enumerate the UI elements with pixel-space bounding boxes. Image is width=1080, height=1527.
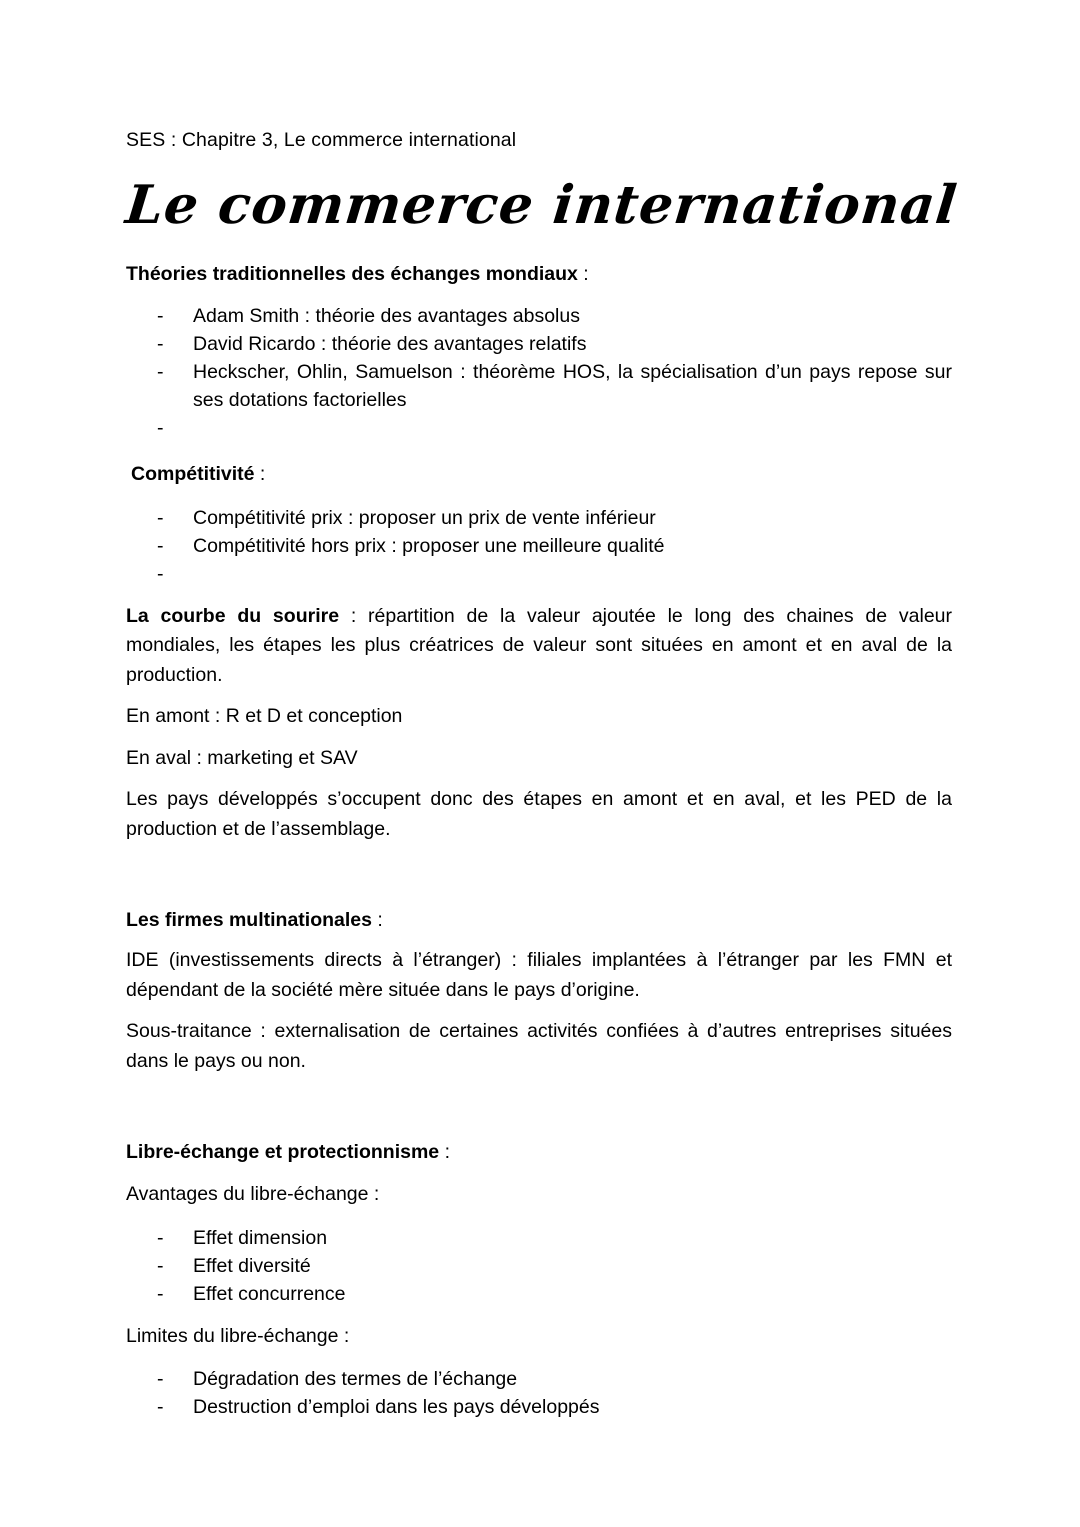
list-item: - Adam Smith : théorie des avantages absolus [126,302,952,330]
list-item: - Destruction d’emploi dans les pays développés [126,1393,952,1421]
heading-firmes-colon: : [372,909,383,932]
heading-libre-echange-text: Libre-échange et protectionnisme [126,1141,440,1164]
heading-competitivite-text: Compétitivité [131,462,255,485]
list-item: - Dégradation des termes de l’échange [126,1365,952,1393]
list-item: - Heckscher, Ohlin, Samuelson : théorème HOS, la spécialisation d’un pays repose sur ses dotations factorielles [126,358,952,414]
list-item [126,560,952,588]
label-avantages-libre-echange: Avantages du libre-échange : [126,1183,380,1206]
label-limites-libre-echange: Limites du libre-échange : [126,1324,350,1347]
definition-courbe-du-sourire: : répartition de la valeur ajoutée le long des chaines de valeur mondiales, les étapes les plus créatrices de valeur sont situées en amont et en aval de la production. [126,604,953,686]
heading-libre-echange [126,1138,952,1166]
list-item: - Effet dimension [126,1224,952,1252]
list-theories [126,302,952,442]
paragraph-en-amont: En amont : R et D et conception [126,705,403,728]
document-content [122,126,961,1421]
term-courbe-du-sourire: La courbe du sourire [126,604,340,627]
list-item: - Compétitivité prix : proposer un prix de vente inférieur [126,504,952,532]
list-limites [126,1365,952,1421]
paragraph-pays-developpes: Les pays développés s’occupent donc des étapes en amont et en aval, et les PED de la production et de l’assemblage. [126,788,952,840]
paragraph-en-aval: En aval : marketing et SAV [126,746,358,769]
list-item: - David Ricardo : théorie des avantages relatifs [126,330,952,358]
list-item: - Compétitivité hors prix : proposer une meilleure qualité [126,532,952,560]
heading-competitivite [126,460,952,488]
heading-firmes-text: Les firmes multinationales [126,909,372,932]
list-item: - Effet diversité [126,1252,952,1280]
page-title: Le commerce international [122,174,961,236]
paragraph-courbe-du-sourire [126,602,952,691]
list-item [126,414,952,442]
heading-libre-echange-colon: : [439,1141,450,1164]
heading-theories-traditionnelles [126,260,952,288]
heading-competitivite-colon: : [254,462,266,485]
heading-firmes-multinationales [126,906,952,934]
list-competitivite [126,504,952,588]
list-avantages [126,1224,952,1308]
paragraph-sous-traitance: Sous-traitance : externalisation de certaines activités confiées à d’autres entreprises situées dans le pays ou non. [126,1020,952,1072]
heading-theories-colon: : [577,262,589,285]
document-header-line: SES : Chapitre 3, Le commerce international [126,129,517,151]
paragraph-ide: IDE (investissements directs à l’étranger) : filiales implantées à l’étranger par les FMN et dépendant de la société mère située dans le pays d’origine. [126,949,952,1001]
heading-theories-text: Théories traditionnelles des échanges mondiaux [126,262,578,285]
list-item: - Effet concurrence [126,1280,952,1308]
